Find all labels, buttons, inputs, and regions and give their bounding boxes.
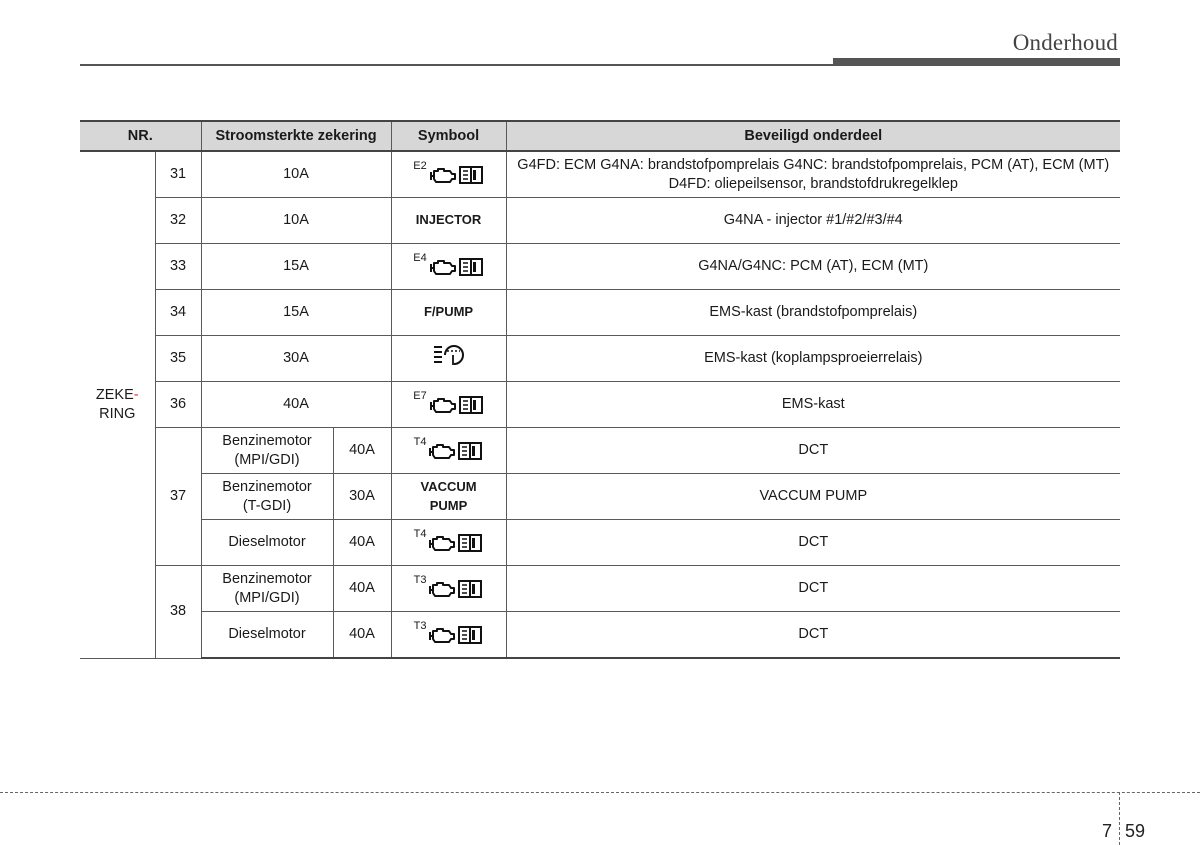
fuse-number: 33 (155, 244, 201, 290)
component-cell: EMS-kast (brandstofpomprelais) (506, 290, 1120, 336)
fuse-number: 34 (155, 290, 201, 336)
symbol-cell (391, 474, 506, 520)
section-title: Onderhoud (1012, 30, 1118, 55)
footer-page-separator (1119, 792, 1120, 845)
fuse-ampere: 15A (201, 244, 391, 290)
fuse-number: 38 (155, 566, 201, 659)
symbol-text: F/PUMP (423, 304, 474, 319)
component-cell: EMS-kast (506, 382, 1120, 428)
component-cell: VACCUM PUMP (506, 474, 1120, 520)
component-cell: DCT (506, 612, 1120, 659)
fuse-table (80, 120, 1120, 659)
manual-book-icon (458, 165, 484, 185)
fuse-ampere: 40A (333, 612, 391, 659)
fuse-number: 32 (155, 198, 201, 244)
engine-check-icon (428, 165, 458, 185)
manual-book-icon (457, 441, 483, 461)
table-header-row (80, 121, 1120, 151)
fuse-ampere: 40A (333, 566, 391, 612)
fuse-number: 37 (155, 428, 201, 566)
component-cell: DCT (506, 566, 1120, 612)
engine-type: Benzinemotor (T-GDI) (201, 474, 333, 520)
symbol-cell (391, 520, 506, 566)
symbol-cell (391, 290, 506, 336)
manual-book-icon (457, 625, 483, 645)
engine-check-icon (427, 441, 457, 461)
table-row (80, 474, 1120, 520)
chapter-number: 7 (1102, 821, 1113, 841)
symbol-text: VACCUM PUMP (420, 478, 477, 513)
symbol-cell (391, 566, 506, 612)
component-cell: DCT (506, 428, 1120, 474)
table-row (80, 244, 1120, 290)
header-rule-thick (833, 58, 1120, 66)
header-ampere: Stroomsterkte zekering (201, 121, 391, 151)
symbol-code: T4 (413, 528, 427, 541)
fuse-ampere: 10A (201, 198, 391, 244)
table-row (80, 336, 1120, 382)
table-row (80, 151, 1120, 198)
symbol-code: E4 (413, 252, 427, 265)
symbol-cell (391, 428, 506, 474)
manual-book-icon (458, 395, 484, 415)
symbol-cell (391, 198, 506, 244)
symbol-cell (391, 151, 506, 198)
engine-check-icon (427, 625, 457, 645)
fuse-number: 35 (155, 336, 201, 382)
page-number: 59 (1125, 821, 1146, 841)
engine-check-icon (428, 395, 458, 415)
table-row (80, 612, 1120, 659)
component-cell: G4FD: ECM G4NA: brandstofpomprelais G4NC: brandstofpomprelais, PCM (AT), ECM (MT) D4FD: oliepeilsensor, brandstofdrukregelklep (506, 151, 1120, 198)
symbol-cell (391, 382, 506, 428)
footer-divider (0, 792, 1200, 793)
symbol-cell (391, 336, 506, 382)
engine-type: Benzinemotor (MPI/GDI) (201, 566, 333, 612)
fuse-ampere: 10A (201, 151, 391, 198)
manual-book-icon (457, 533, 483, 553)
header-rule-thin (80, 64, 835, 66)
header-symbol: Symbool (391, 121, 506, 151)
engine-type: Dieselmotor (201, 612, 333, 659)
headlamp-washer-icon (432, 343, 466, 369)
symbol-code: T3 (413, 574, 427, 587)
fuse-ampere: 40A (333, 520, 391, 566)
fuse-ampere: 40A (201, 382, 391, 428)
symbol-cell (391, 612, 506, 659)
fuse-number: 36 (155, 382, 201, 428)
header-nr: NR. (80, 121, 201, 151)
fuse-ampere: 30A (201, 336, 391, 382)
engine-type: Benzinemotor (MPI/GDI) (201, 428, 333, 474)
fuse-ampere: 30A (333, 474, 391, 520)
table-row (80, 520, 1120, 566)
symbol-cell (391, 244, 506, 290)
table-row (80, 198, 1120, 244)
symbol-code: T3 (413, 620, 427, 633)
component-cell: DCT (506, 520, 1120, 566)
engine-check-icon (427, 579, 457, 599)
group-label: ZEKE- RING (80, 151, 155, 658)
table-row (80, 382, 1120, 428)
table-row (80, 428, 1120, 474)
component-cell: EMS-kast (koplampsproeierrelais) (506, 336, 1120, 382)
component-cell: G4NA/G4NC: PCM (AT), ECM (MT) (506, 244, 1120, 290)
table-row (80, 566, 1120, 612)
symbol-code: T4 (413, 436, 427, 449)
component-cell: G4NA - injector #1/#2/#3/#4 (506, 198, 1120, 244)
manual-book-icon (457, 579, 483, 599)
fuse-ampere: 40A (333, 428, 391, 474)
fuse-number: 31 (155, 151, 201, 198)
engine-check-icon (428, 257, 458, 277)
fuse-ampere: 15A (201, 290, 391, 336)
engine-check-icon (427, 533, 457, 553)
table-row (80, 290, 1120, 336)
manual-book-icon (458, 257, 484, 277)
symbol-code: E2 (413, 160, 427, 173)
header-component: Beveiligd onderdeel (506, 121, 1120, 151)
symbol-code: E7 (413, 390, 427, 403)
symbol-text: INJECTOR (415, 212, 482, 227)
engine-type: Dieselmotor (201, 520, 333, 566)
